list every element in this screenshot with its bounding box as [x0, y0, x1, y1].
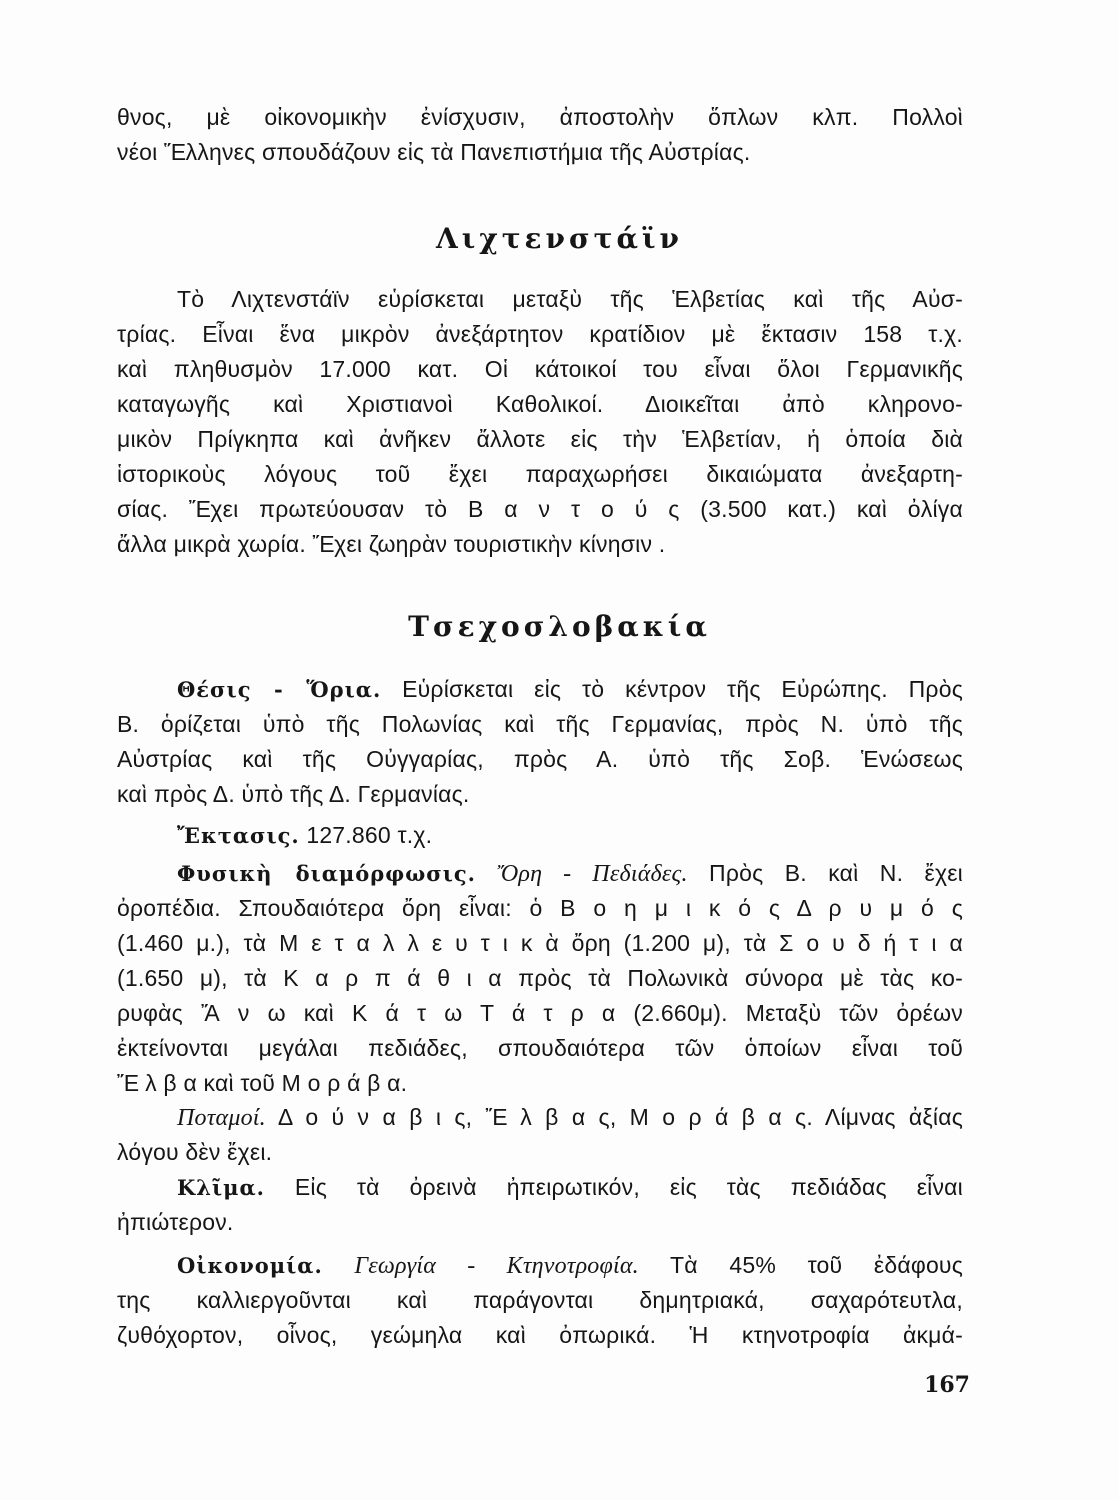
paragraph-label: Κλῖμα.	[177, 1175, 265, 1200]
text-line: ἱστορικοὺς λόγους τοῦ ἔχει παραχωρήσει δικαιώματα ἀνεξαρτη-	[117, 461, 963, 487]
text-run: 127.860 τ.χ.	[306, 822, 433, 848]
paragraph-label: Ποταμοί.	[177, 1105, 266, 1131]
text-line: ἠπιώτερον.	[117, 1209, 234, 1235]
text-line: τρίας. Εἶναι ἕνα μικρὸν ἀνεξάρτητον κρατίδιον μὲ ἔκτασιν 158 τ.χ.	[117, 321, 963, 347]
text-line: ρυφὰς Ἄ ν ω καὶ Κ ά τ ω Τ ά τ ρ α (2.660μ). Μεταξὺ τῶν ὀρέων	[117, 1000, 963, 1026]
area-paragraph	[117, 818, 963, 853]
paragraph-label: Οἰκονομία.	[177, 1253, 323, 1278]
intro-paragraph	[117, 100, 963, 170]
section-heading-liechtenstein: Λιχτενστάϊν	[436, 222, 683, 255]
text-line: καὶ πληθυσμὸν 17.000 κατ. Οἱ κάτοικοί του εἶναι ὅλοι Γερμανικῆς	[117, 356, 963, 382]
text-line: ἄλλα μικρὰ χωρία. Ἔχει ζωηρὰν τουριστικὴν κίνησιν .	[117, 531, 666, 557]
text-line: θνος, μὲ οἰκονομικὴν ἐνίσχυσιν, ἀποστολὴν ὅπλων κλπ. Πολλοὶ	[117, 104, 963, 130]
text-run: Εὑρίσκεται εἰς τὸ κέντρον τῆς Εὐρώπης. Πρὸς	[402, 676, 963, 702]
text-line: καταγωγῆς καὶ Χριστιανοὶ Καθολικοί. Διοικεῖται ἀπὸ κληρονο-	[117, 391, 963, 417]
text-line: μικὸν Πρίγκηπα καὶ ἀνῆκεν ἄλλοτε εἰς τὴν Ἑλβετίαν, ἡ ὁποία διὰ	[117, 426, 963, 452]
text-line	[117, 672, 963, 707]
text-line	[117, 1248, 963, 1283]
liechtenstein-paragraph	[117, 282, 963, 562]
position-paragraph	[117, 672, 963, 812]
climate-paragraph	[117, 1170, 963, 1240]
text-line: Ἔ λ β α καὶ τοῦ Μ ο ρ ά β α.	[117, 1070, 408, 1096]
text-line: (1.460 μ.), τὰ Μ ε τ α λ λ ε υ τ ι κ ὰ ὄρη (1.200 μ), τὰ Σ ο υ δ ή τ ι α	[117, 930, 963, 956]
paragraph-label: Θέσις - Ὅρια.	[177, 677, 382, 702]
subheading-italic: Γεωργία - Κτηνοτροφία.	[354, 1253, 639, 1279]
text-line: Β. ὁρίζεται ὑπὸ τῆς Πολωνίας καὶ τῆς Γερμανίας, πρὸς Ν. ὑπὸ τῆς	[117, 711, 963, 737]
text-line: Τὸ Λιχτενστάϊν εὑρίσκεται μεταξὺ τῆς Ἑλβετίας καὶ τῆς Αὐσ-	[177, 286, 963, 312]
text-run: Πρὸς Β. καὶ Ν. ἔχει	[709, 860, 963, 886]
section-heading-czechoslovakia: Τσεχοσλοβακία	[408, 610, 711, 643]
text-line	[117, 1100, 963, 1135]
text-line: λόγου δὲν ἔχει.	[117, 1139, 273, 1165]
text-run: Δ ο ύ ν α β ι ς, Ἔ λ β α ς, Μ ο ρ ά β α ς. Λίμνας ἀξίας	[277, 1104, 963, 1130]
text-line: ὀροπέδια. Σπουδαιότερα ὄρη εἶναι: ὁ Β ο η μ ι κ ό ς Δ ρ υ μ ό ς	[117, 895, 963, 921]
text-line	[117, 818, 963, 853]
rivers-paragraph	[117, 1100, 963, 1170]
text-line: καὶ πρὸς Δ. ὑπὸ τῆς Δ. Γερμανίας.	[117, 781, 470, 807]
text-line: (1.650 μ), τὰ Κ α ρ π ά θ ι α πρὸς τὰ Πολωνικὰ σύνορα μὲ τὰς κο-	[117, 965, 963, 991]
paragraph-label: Ἔκτασις.	[177, 823, 300, 848]
text-line	[117, 1170, 963, 1205]
page-number: 167	[924, 1372, 970, 1398]
subheading-italic: Ὄρη - Πεδιάδες.	[497, 861, 688, 887]
paragraph-label: Φυσικὴ διαμόρφωσις.	[177, 861, 476, 886]
economy-paragraph	[117, 1248, 963, 1353]
text-line: ἐκτείνονται μεγάλαι πεδιάδες, σπουδαιότερα τῶν ὁποίων εἶναι τοῦ	[117, 1035, 963, 1061]
text-line: σίας. Ἔχει πρωτεύουσαν τὸ Β α ν τ ο ύ ς (3.500 κατ.) καὶ ὀλίγα	[117, 496, 963, 522]
text-run: Τὰ 45% τοῦ ἐδάφους	[670, 1252, 963, 1278]
text-line	[117, 856, 963, 891]
text-run: Εἰς τὰ ὀρεινὰ ἠπειρωτικόν, εἰς τὰς πεδιάδας εἶναι	[294, 1174, 963, 1200]
text-line: της καλλιεργοῦνται καὶ παράγονται δημητριακά, σαχαρότευτλα,	[117, 1287, 963, 1313]
text-line: νέοι Ἕλληνες σπουδάζουν εἰς τὰ Πανεπιστήμια τῆς Αὐστρίας.	[117, 139, 751, 165]
text-line: Αὐστρίας καὶ τῆς Οὐγγαρίας, πρὸς Α. ὑπὸ τῆς Σοβ. Ἑνώσεως	[117, 746, 963, 772]
text-line: ζυθόχορτον, οἶνος, γεώμηλα καὶ ὀπωρικά. Ἡ κτηνοτροφία ἀκμά-	[117, 1322, 963, 1348]
physical-paragraph	[117, 856, 963, 1101]
